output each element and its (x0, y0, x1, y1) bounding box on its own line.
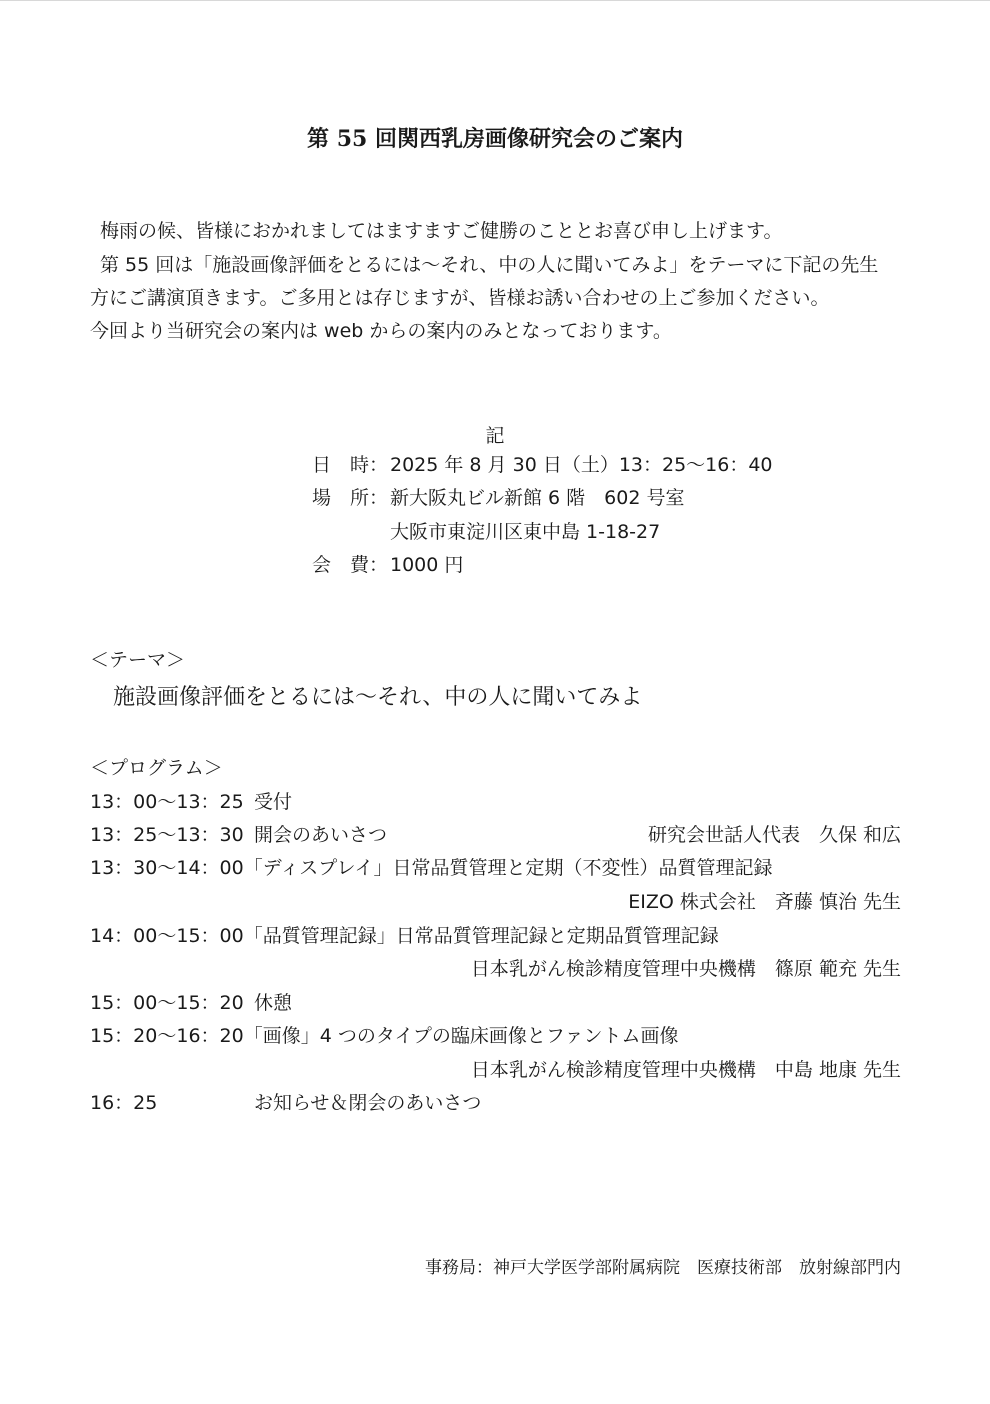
intro-line-4: 今回より当研究会の案内は web からの案内のみとなっております。 (90, 320, 672, 342)
program-row (90, 856, 773, 880)
program-title: 休憩 (254, 992, 293, 1014)
program-time: 15：20～16：20 (90, 1025, 244, 1047)
program-title: 「品質管理記録」日常品質管理記録と定期品質管理記録 (243, 925, 719, 947)
program-row (90, 823, 387, 847)
top-divider (0, 0, 990, 1)
program-time: 13：30～14：00 (90, 857, 244, 879)
date-row (312, 453, 773, 477)
theme-text: 施設画像評価をとるには～それ、中の人に聞いてみよ (113, 685, 643, 710)
program-title: お知らせ＆閉会のあいさつ (254, 1092, 482, 1114)
program-row (90, 1024, 679, 1048)
program-time: 16：25 (90, 1092, 158, 1114)
place-label: 場 所： (312, 487, 389, 509)
program-row (90, 790, 292, 814)
intro-line-2: 第 55 回は「施設画像評価をとるには～それ、中の人に聞いてみよ」をテーマに下記の先生 (100, 254, 879, 276)
program-title: 受付 (254, 791, 293, 813)
program-title: 「画像」4 つのタイプの臨床画像とファントム画像 (243, 1025, 679, 1047)
fee-value: 1000 円 (390, 554, 464, 576)
place-value: 新大阪丸ビル新館 6 階 602 号室 (390, 487, 685, 509)
address-line: 大阪市東淀川区東中島 1-18-27 (390, 521, 661, 543)
fee-label: 会 費： (312, 554, 389, 576)
place-row (312, 486, 684, 510)
date-value: 2025 年 8 月 30 日（土）13：25～16：40 (390, 454, 773, 476)
program-row (90, 991, 292, 1015)
program-time: 13：25～13：30 (90, 824, 244, 846)
theme-heading: ＜テーマ＞ (90, 649, 186, 671)
program-speaker: 研究会世話人代表 久保 和広 (647, 824, 901, 846)
program-time: 15：00～15：20 (90, 992, 244, 1014)
program-speaker: EIZO 株式会社 斉藤 慎治 先生 (628, 891, 901, 913)
intro-line-1: 梅雨の候、皆様におかれましてはますますご健勝のこととお喜び申し上げます。 (100, 220, 783, 242)
program-title: 開会のあいさつ (254, 824, 388, 846)
fee-row (312, 553, 463, 577)
program-row (90, 924, 719, 948)
program-speaker: 日本乳がん検診精度管理中央機構 篠原 範充 先生 (470, 958, 901, 980)
ki-heading: 記 (485, 425, 505, 447)
program-speaker: 日本乳がん検診精度管理中央機構 中島 地康 先生 (470, 1059, 901, 1081)
program-heading: ＜プログラム＞ (90, 757, 223, 779)
program-time: 13：00～13：25 (90, 791, 244, 813)
intro-line-3: 方にご講演頂きます。ご多用とは存じますが、皆様お誘い合わせの上ご参加ください。 (90, 287, 830, 309)
page-title: 第 55 回関西乳房画像研究会のご案内 (307, 126, 683, 152)
program-time: 14：00～15：00 (90, 925, 244, 947)
program-title: 「ディスプレイ」日常品質管理と定期（不変性）品質管理記録 (243, 857, 773, 879)
date-label: 日 時： (312, 454, 389, 476)
secretariat-footer: 事務局：神戸大学医学部附属病院 医療技術部 放射線部門内 (425, 1258, 901, 1278)
program-row (90, 1091, 481, 1115)
